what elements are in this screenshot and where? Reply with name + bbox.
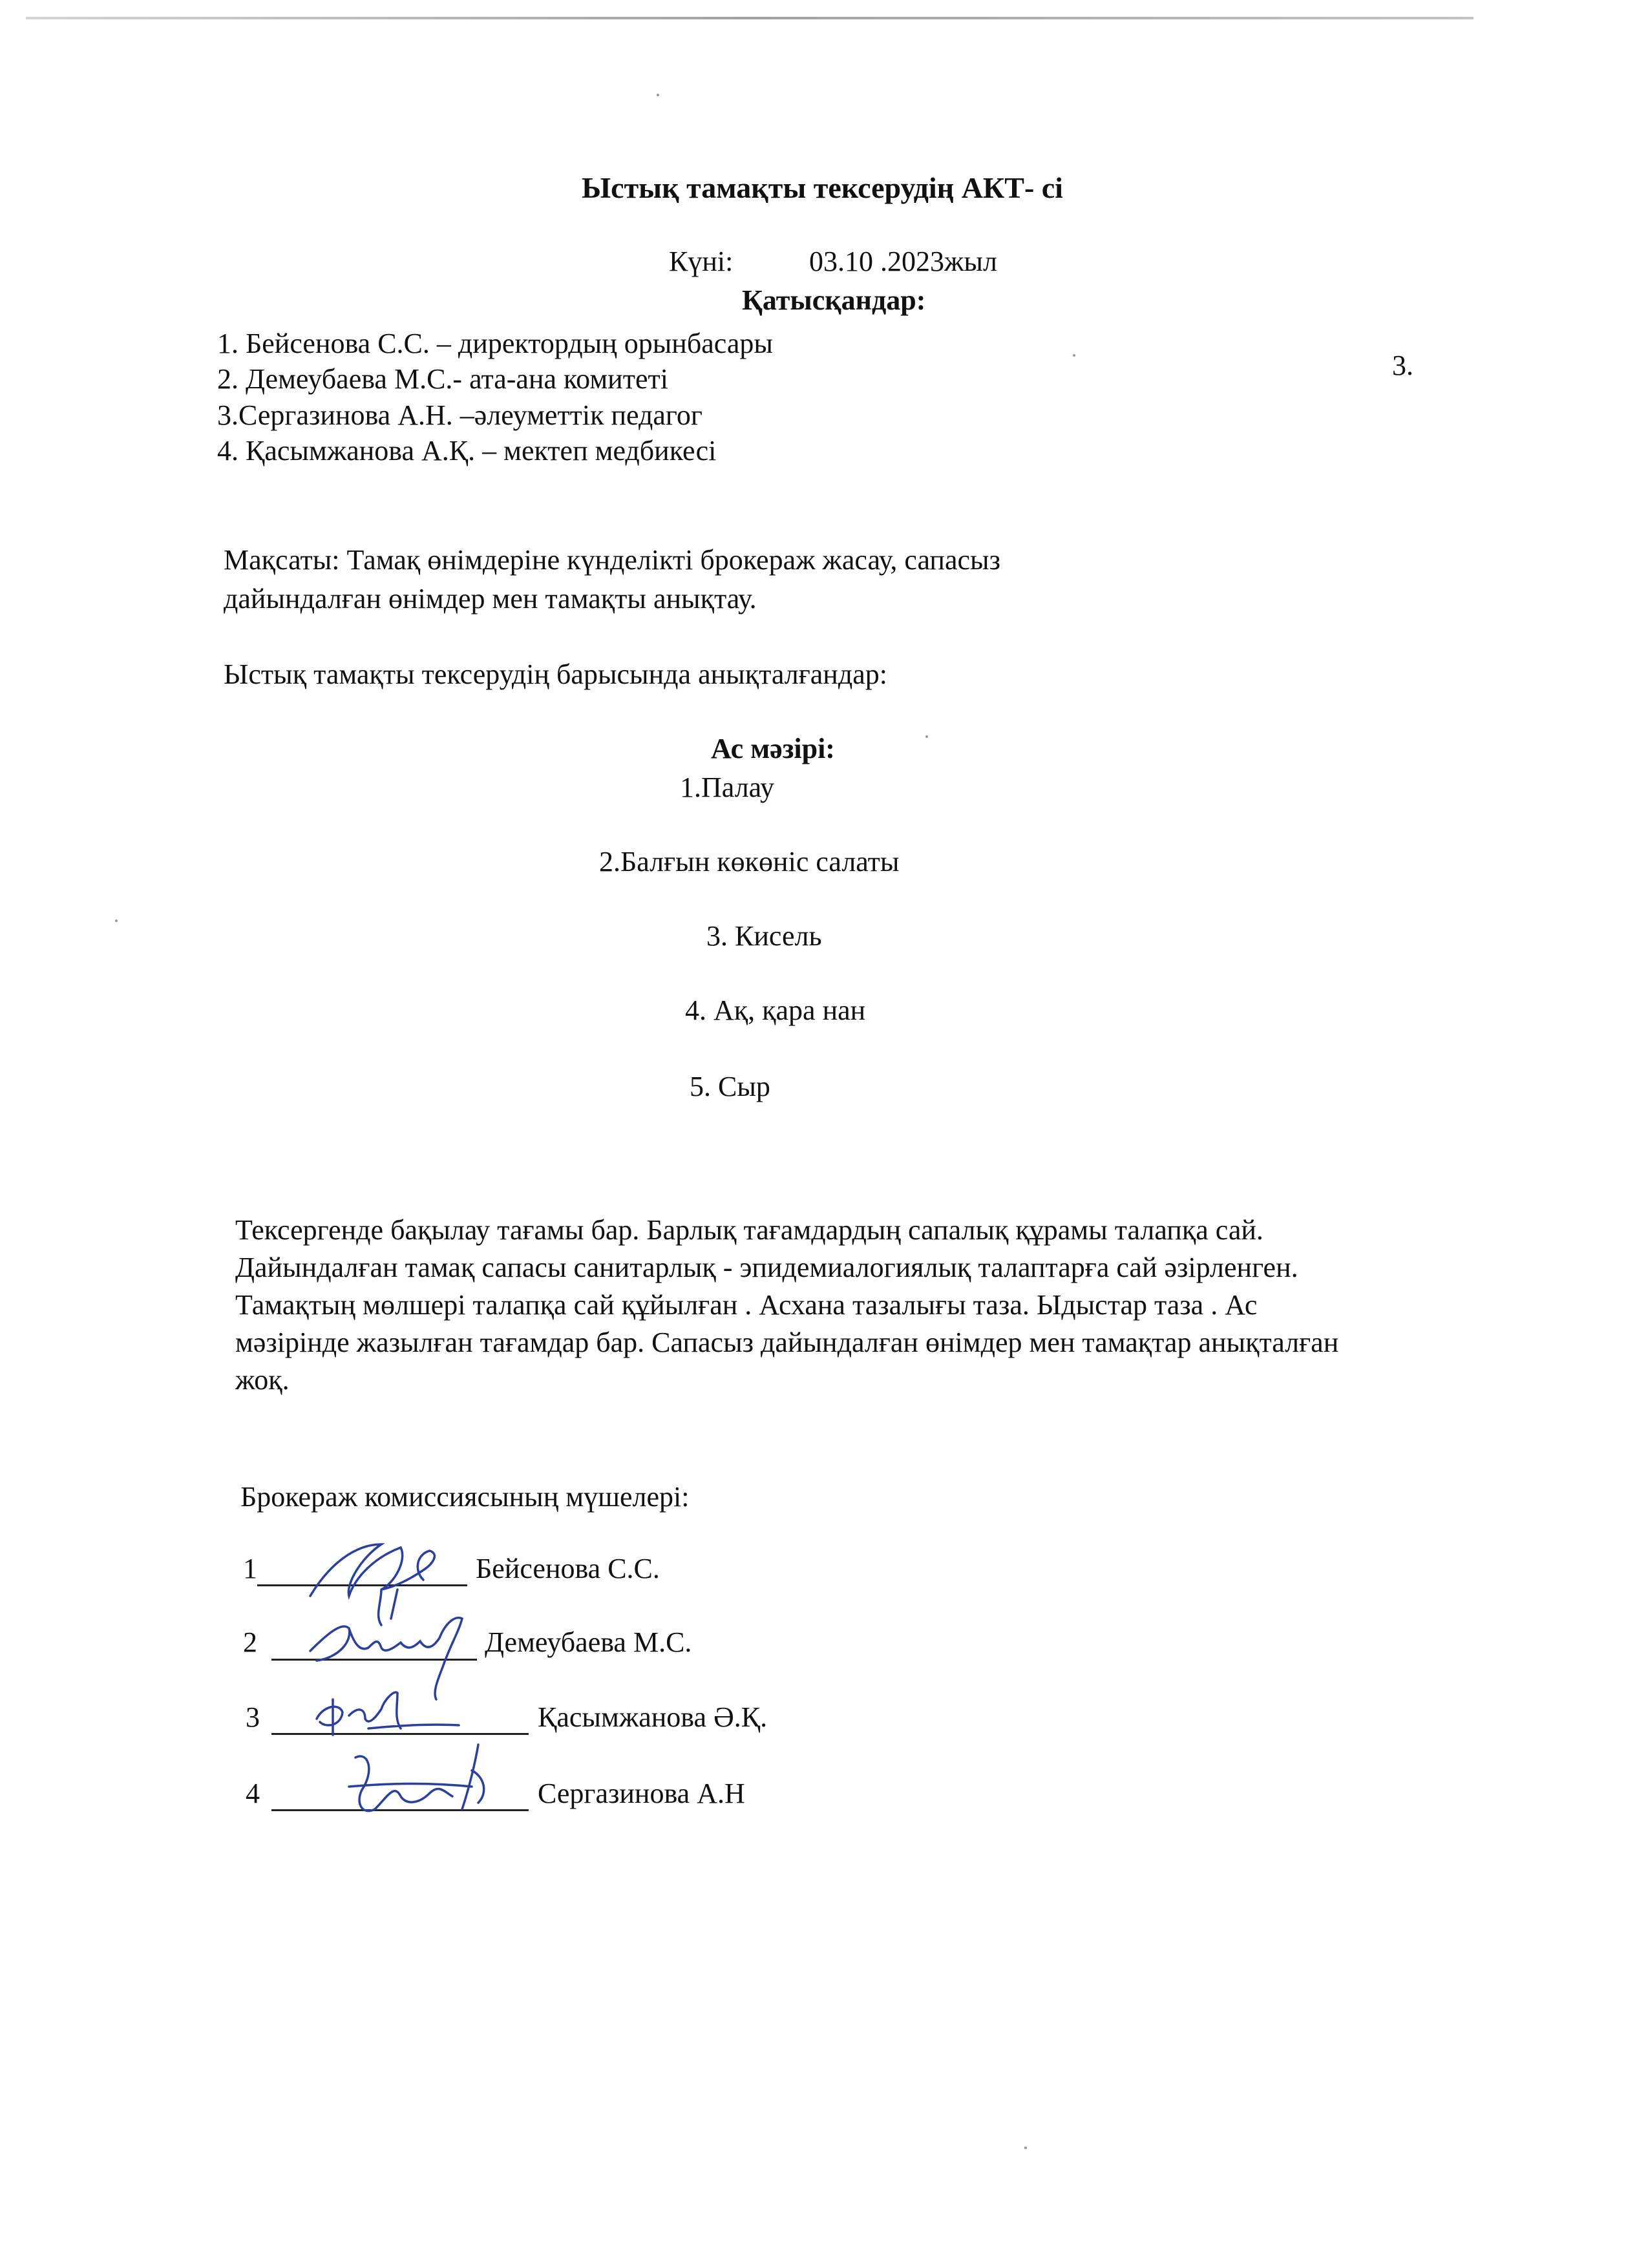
signatory-name: Қасымжанова Ә.Қ. [538,1701,768,1733]
signatory-name: Сергазинова А.Н [538,1778,745,1809]
conclusion-line: Дайындалған тамақ сапасы санитарлық - эпидемиалогиялық талаптарға сай әзірленген. [235,1252,1298,1283]
scan-speck [1024,2147,1027,2149]
participant-item: 1. Бейсенова С.С. – директордың орынбасары [217,328,773,359]
conclusion-line: мәзірінде жазылған тағамдар бар. Сапасыз дайындалған өнімдер мен тамақтар анықталған [235,1327,1339,1358]
menu-item: 4. Ақ, қара нан [685,994,866,1026]
document-title: Ыстық тамақты тексерудің АКТ- сі [582,171,1063,204]
handwritten-signature-4 [323,1732,517,1835]
signatory-name: Демеубаева М.С. [485,1626,692,1658]
scan-speck [1073,354,1075,357]
signature-number: 2 [243,1626,257,1658]
menu-item: 5. Сыр [690,1071,770,1102]
scan-speck [115,919,118,922]
date-label: Күні: [669,246,734,277]
menu-item: 1.Палау [680,772,774,803]
signatory-name: Бейсенова С.С. [476,1553,660,1584]
menu-item: 2.Балғын көкөніс салаты [599,846,900,877]
signature-number: 4 [246,1778,260,1809]
scan-speck [925,735,928,738]
participant-item: 4. Қасымжанова А.Қ. – мектеп медбикесі [217,435,717,467]
page-mark: 3. [1392,350,1413,381]
purpose-line: Мақсаты: Тамақ өнімдеріне күнделікті брокераж жасау, сапасыз [224,544,1000,576]
findings-intro: Ыстық тамақты тексерудің барысында анықталғандар: [224,658,887,690]
commission-heading: Брокераж комиссиясының мүшелері: [240,1481,690,1513]
conclusion-line: Тексергенде бақылау тағамы бар. Барлық тағамдардың сапалық құрамы талапқа сай. [235,1214,1263,1246]
participants-heading: Қатысқандар: [742,284,926,316]
conclusion-line: жоқ. [235,1364,290,1396]
purpose-line: дайындалған өнімдер мен тамақты анықтау. [224,583,757,614]
conclusion-line: Тамақтың мөлшері талапқа сай құйылған . Асхана тазалығы таза. Ыдыстар таза . Ас [235,1289,1258,1321]
scan-speck [657,94,659,96]
participant-item: 3.Сергазинова А.Н. –әлеуметтік педагог [217,399,703,431]
signature-number: 3 [246,1701,260,1733]
menu-heading: Ас мәзірі: [711,733,835,764]
date-value: 03.10 .2023жыл [809,246,997,277]
participant-item: 2. Демеубаева М.С.- ата-ана комитеті [217,363,668,395]
menu-item: 3. Кисель [706,920,822,952]
signature-number: 1 [243,1553,257,1584]
scan-edge-line [26,17,1474,19]
